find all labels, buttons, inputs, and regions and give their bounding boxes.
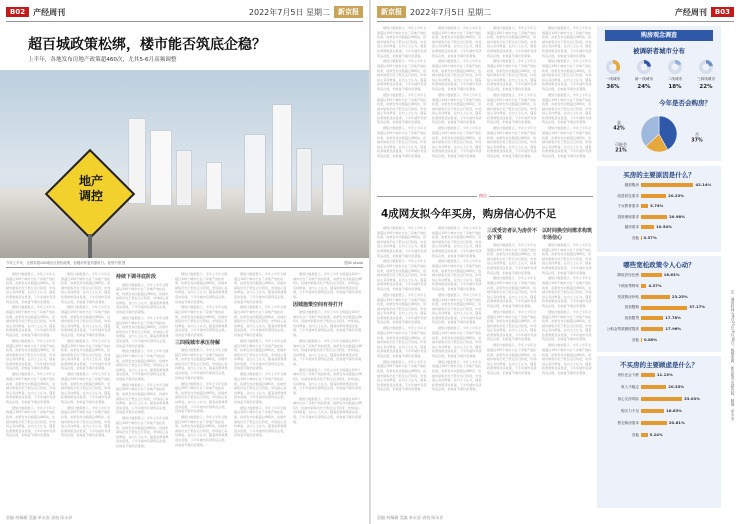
article-column: [116, 272, 170, 512]
bar-label: 下调房贷利率: [617, 283, 639, 288]
worry-bar-chart: [597, 372, 721, 452]
bar-label: 投资理财需求: [617, 214, 639, 219]
body-text: 据统计数据显示，今年上半年全国超过100个城市出台了房地产放松政策，政策发布次数超过460次，但楼市销售仍处于低位运行阶段，市场信心有待修复。业内人士认为，随着政策效果逐步显现，下半年楼市有望筑底企稳，但恢复节奏仍需观察。: [61, 372, 111, 404]
body-text: 据统计数据显示，今年上半年全国超过100个城市出台了房地产放松政策，政策发布次数超过460次，但楼市销售仍处于低位运行阶段，市场信心有待修复。业内人士认为，随着政策效果逐步显现，下半年楼市有望筑底企稳，但恢复节奏仍需观察。: [542, 243, 592, 275]
page-date-right: [377, 4, 491, 20]
body-text: 据统计数据显示，今年上半年全国超过100个城市出台了房地产放松政策，政策发布次数超过460次，但楼市销售仍处于低位运行阶段，市场信心有待修复。业内人士认为，随着政策效果逐步显现，下半年楼市有望筑底企稳，但恢复节奏仍需观察。: [61, 272, 111, 304]
bar-value: 33.03%: [684, 396, 700, 401]
body-text: 据统计数据显示，今年上半年全国超过100个城市出台了房地产放松政策，政策发布次数超过460次，但楼市销售仍处于低位运行阶段，市场信心有待修复。业内人士认为，随着政策效果逐步显现，下半年楼市有望筑底企稳，但恢复节奏仍需观察。: [116, 416, 169, 448]
donut-value: 18%: [668, 84, 682, 90]
bar: [641, 409, 664, 413]
page-number: B03: [711, 7, 734, 17]
body-text: 据统计数据显示，今年上半年全国超过100个城市出台了房地产放松政策，政策发布次数超过460次，但楼市销售仍处于低位运行阶段，市场信心有待修复。业内人士认为，随着政策效果逐步显现，下半年楼市有望筑底企稳，但恢复节奏仍需观察。: [432, 359, 482, 392]
donut-value: 24%: [637, 84, 651, 90]
bar-label: 其他: [631, 235, 639, 240]
donut-value: 36%: [606, 84, 620, 90]
donut-label: 二线城市: [667, 77, 683, 81]
body-text: 据统计数据显示，今年上半年全国超过100个城市出台了房地产放松政策，政策发布次数超过460次，但楼市销售仍处于低位运行阶段，市场信心有待修复。业内人士认为，随着政策效果逐步显现，下半年楼市有望筑底企稳，但恢复节奏仍需观察。: [175, 415, 228, 447]
article-column: [293, 272, 363, 512]
donut-label: 三四线城市: [697, 77, 715, 81]
section-subhead: 以时间换空间需求构筑市场信心: [542, 228, 593, 241]
bar-row: [597, 432, 721, 439]
section-subhead: 三四线城市承压待解: [175, 339, 221, 346]
pie-label: 可能会: [615, 142, 627, 147]
date: 2022年7月5日 星期二: [248, 7, 330, 17]
bar-value: 20.98%: [669, 213, 685, 219]
reason-bar-chart: [597, 182, 721, 250]
photo-caption: 今年上半年，全国有超100城出台放松政策，但楼市恢复仍需时日。视觉中国 图: [6, 261, 126, 265]
bar: [641, 316, 663, 320]
bar-label: 刚需购房: [624, 183, 639, 187]
bar-value: 20.81%: [668, 420, 685, 425]
bar: [641, 385, 666, 389]
bar-row: [597, 304, 721, 311]
body-text: 据统计数据显示，今年上半年全国超过100个城市出台了房地产放松政策，政策发布次数超过460次，但楼市销售仍处于低位运行阶段，市场信心有待修复。业内人士认为，随着政策效果逐步显现，下半年楼市有望筑底企稳，但恢复节奏仍需观察。: [542, 309, 592, 342]
article-column: [432, 226, 482, 512]
bar-label: 改善居住需求: [617, 193, 639, 198]
building-model: [244, 134, 266, 214]
body-text: 据统计数据显示，今年上半年全国超过100个城市出台了房地产放松政策，政策发布次数超过460次，但楼市销售仍处于低位运行阶段，市场信心有待修复。业内人士认为，随着政策效果逐步显现，下半年楼市有望筑底企稳，但恢复节奏仍需观察。: [234, 338, 287, 371]
body-text: 据统计数据显示，今年上半年全国超过100个城市出台了房地产放松政策，政策发布次数超过460次，但楼市销售仍处于低位运行阶段，市场信心有待修复。业内人士认为，随着政策效果逐步显现，下半年楼市有望筑底企稳，但恢复节奏仍需观察。: [6, 372, 56, 404]
body-text: 据统计数据显示，今年上半年全国超过100个城市出台了房地产放松政策，政策发布次数超过460次，但楼市销售仍处于低位运行阶段，市场信心有待修复。业内人士认为，随着政策效果逐步显现，下半年楼市有望筑底企稳，但恢复节奏仍需观察。: [432, 292, 482, 325]
article-column: [487, 26, 537, 194]
bar-row: [597, 396, 721, 403]
body-text: 据统计数据显示，今年上半年全国超过100个城市出台了房地产放松政策，政策发布次数超过460次，但楼市销售仍处于低位运行阶段，市场信心有待修复。业内人士认为，随着政策效果逐步显现，下半年楼市有望筑底企稳，但恢复节奏仍需观察。: [487, 309, 537, 342]
policy-question: 哪些宽松政策令人心动？: [623, 261, 695, 269]
donut-label: 新一线城市: [635, 77, 653, 81]
survey-panel-top: [597, 26, 721, 161]
body-text: 据统计数据显示，今年上半年全国超过100个城市出台了房地产放松政策，政策发布次数超过460次，但楼市销售仍处于低位运行阶段，市场信心有待修复。业内人士认为，随着政策效果逐步显现，下半年楼市有望筑底企稳，但恢复节奏仍需观察。: [487, 59, 537, 92]
bar: [641, 225, 654, 229]
bar-row: [597, 272, 721, 279]
bar-value: 5.74%: [650, 203, 664, 208]
bar-label: 放松限贷: [624, 316, 639, 321]
chart-note: 注：调查时间为6月23日-6月30日，数据来源：新京报贝壳研究院，制图：单永安: [731, 290, 735, 421]
body-text: 据统计数据显示，今年上半年全国超过100个城市出台了房地产放松政策，政策发布次数超过460次，但楼市销售仍处于低位运行阶段，市场信心有待修复。业内人士认为，随着政策效果逐步显现，下半年楼市有望筑底企稳，但恢复节奏仍需观察。: [6, 305, 56, 338]
buy-question: 今年是否会购房？: [659, 99, 711, 107]
bar-value: 17.96%: [665, 326, 682, 331]
body-text: 据统计数据显示，今年上半年全国超过100个城市出台了房地产放松政策，政策发布次数超过460次，但楼市销售仍处于低位运行阶段，市场信心有待修复。业内人士认为，随着政策效果逐步显现，下半年楼市有望筑底企稳，但恢复节奏仍需观察。: [6, 405, 56, 438]
photo: [0, 70, 369, 258]
bar: [641, 183, 693, 187]
caption-rule: [6, 267, 363, 268]
bar: [641, 295, 670, 299]
hot-label: 热点: [479, 193, 487, 198]
headline: 4成网友拟今年买房，购房信心仍不足: [381, 208, 557, 220]
bar-label: 放松限购: [624, 305, 639, 310]
body-text: 据统计数据显示，今年上半年全国超过100个城市出台了房地产放松政策，政策发布次数超过460次，但楼市销售仍处于低位运行阶段，市场信心有待修复。业内人士认为，随着政策效果逐步显现，下半年楼市有望筑底企稳，但恢复节奏仍需观察。: [116, 315, 169, 348]
left-page: [0, 0, 369, 524]
body-text: 据统计数据显示，今年上半年全国超过100个城市出台了房地产放松政策，政策发布次数超过460次，但楼市销售仍处于低位运行阶段，市场信心有待修复。业内人士认为，随着政策效果逐步显现，下半年楼市有望筑底企稳，但恢复节奏仍需观察。: [61, 338, 111, 371]
donut-hole: [610, 64, 617, 71]
pie-value: 42%: [613, 126, 625, 132]
bar-value: 0.37%: [643, 234, 657, 240]
article-column: [6, 272, 56, 512]
road-sign-text: 地产 调控: [78, 174, 103, 203]
body-text: 据统计数据显示，今年上半年全国超过100个城市出台了房地产放松政策，政策发布次数超过460次，但楼市销售仍处于低位运行阶段，市场信心有待修复。业内人士认为，随着政策效果逐步显现，下半年楼市有望筑底企稳，但恢复节奏仍需观察。: [234, 305, 287, 338]
body-text: 据统计数据显示，今年上半年全国超过100个城市出台了房地产放松政策，政策发布次数超过460次，但楼市销售仍处于低位运行阶段，市场信心有待修复。业内人士认为，随着政策效果逐步显现，下半年楼市有望筑底企稳，但恢复节奏仍需观察。: [432, 259, 482, 292]
body-text: 据统计数据显示，今年上半年全国超过100个城市出台了房地产放松政策，政策发布次数超过460次，但楼市销售仍处于低位运行阶段，市场信心有待修复。业内人士认为，随着政策效果逐步显现，下半年楼市有望筑底企稳，但恢复节奏仍需观察。: [432, 326, 482, 358]
policy-bar-chart: [597, 272, 721, 350]
bar-label: 担心交房风险: [617, 397, 639, 401]
body-text: 据统计数据显示，今年上半年全国超过100个城市出台了房地产放松政策，政策发布次数超过460次，但楼市销售仍处于低位运行阶段，市场信心有待修复。业内人士认为，随着政策效果逐步显现，下半年楼市有望筑底企稳，但恢复节奏仍需观察。: [377, 259, 427, 292]
bar-value: 16.63%: [663, 272, 680, 277]
bar-value: 17.78%: [665, 315, 681, 321]
worry-question: 不买房的主要顾虑是什么？: [620, 361, 698, 369]
body-text: 据统计数据显示，今年上半年全国超过100个城市出台了房地产放松政策，政策发布次数超过460次，但楼市销售仍处于低位运行阶段，市场信心有待修复。业内人士认为，随着政策效果逐步显现，下半年楼市有望筑底企稳，但恢复节奏仍需观察。: [377, 92, 427, 125]
donut-hole: [672, 64, 679, 71]
bar-label: 暂无购房需求: [617, 421, 639, 425]
bar: [641, 284, 646, 288]
building-model: [206, 162, 222, 210]
building-model: [272, 104, 292, 212]
body-text: 据统计数据显示，今年上半年全国超过100个城市出台了房地产放松政策，政策发布次数超过460次，但楼市销售仍处于低位运行阶段，市场信心有待修复。业内人士认为，随着政策效果逐步显现，下半年楼市有望筑底企稳，但恢复节奏仍需观察。: [432, 226, 482, 258]
body-text: 据统计数据显示，今年上半年全国超过100个城市出台了房地产放松政策，政策发布次数超过460次，但楼市销售仍处于低位运行阶段，市场信心有待修复。业内人士认为，随着政策效果逐步显现，下半年楼市有望筑底企稳，但恢复节奏仍需观察。: [116, 282, 169, 315]
header-rule: [6, 21, 363, 22]
sign-pole: [88, 234, 92, 258]
bar-row: [597, 193, 721, 200]
body-text: 据统计数据显示，今年上半年全国超过100个城市出台了房地产放松政策，政策发布次数超过460次，但楼市销售仍处于低位运行阶段，市场信心有待修复。业内人士认为，随着政策效果逐步显现，下半年楼市有望筑底企稳，但恢复节奏仍需观察。: [61, 405, 111, 438]
body-text: 据统计数据显示，今年上半年全国超过100个城市出台了房地产放松政策，政策发布次数超过460次，但楼市销售仍处于低位运行阶段，市场信心有待修复。业内人士认为，随着政策效果逐步显现，下半年楼市有望筑底企稳，但恢复节奏仍需观察。: [377, 292, 427, 325]
pie-value: 21%: [615, 148, 627, 154]
bar-value: 20.33%: [668, 384, 685, 389]
bar-value: 23.25%: [671, 293, 688, 299]
building-model: [322, 164, 344, 216]
policy-panel: [597, 256, 721, 352]
body-text: 据统计数据显示，今年上半年全国超过100个城市出台了房地产放松政策，政策发布次数超过460次，但楼市销售仍处于低位运行阶段，市场信心有待修复。业内人士认为，随着政策效果逐步显现，下半年楼市有望筑底企稳，但恢复节奏仍需观察。: [175, 305, 228, 338]
donut-label: 一线城市: [605, 77, 621, 81]
bar-value: 18.63%: [666, 408, 682, 413]
article-column: [61, 272, 111, 512]
bar-value: 4.37%: [648, 282, 662, 288]
bar: [641, 433, 648, 437]
article-column: [377, 226, 427, 512]
body-text: 据统计数据显示，今年上半年全国超过100个城市出台了房地产放松政策，政策发布次数超过460次，但楼市销售仍处于低位运行阶段，市场信心有待修复。业内人士认为，随着政策效果逐步显现，下半年楼市有望筑底企稳，但恢复节奏仍需观察。: [234, 372, 287, 404]
bar: [641, 338, 642, 342]
body-text: 据统计数据显示，今年上半年全国超过100个城市出台了房地产放松政策，政策发布次数超过460次，但楼市销售仍处于低位运行阶段，市场信心有待修复。业内人士认为，随着政策效果逐步显现，下半年楼市有望筑底企稳，但恢复节奏仍需观察。: [6, 338, 56, 371]
bar-row: [597, 408, 721, 415]
section-subhead: 三成受访者认为房价不会下跌: [487, 228, 537, 241]
body-text: 据统计数据显示，今年上半年全国超过100个城市出台了房地产放松政策，政策发布次数超过460次，但楼市销售仍处于低位运行阶段，市场信心有待修复。业内人士认为，随着政策效果逐步显现，下半年楼市有望筑底企稳，但恢复节奏仍需观察。: [432, 59, 482, 92]
body-text: 据统计数据显示，今年上半年全国超过100个城市出台了房地产放松政策，政策发布次数超过460次，但楼市销售仍处于低位运行阶段，市场信心有待修复。业内人士认为，随着政策效果逐步显现，下半年楼市有望筑底企稳，但恢复节奏仍需观察。: [377, 326, 427, 358]
bar: [641, 204, 648, 208]
bar-value: 20.23%: [668, 192, 684, 198]
reason-question: 买房的主要原因是什么？: [623, 171, 695, 179]
body-text: 据统计数据显示，今年上半年全国超过100个城市出台了房地产放松政策，政策发布次数超过460次，但楼市销售仍处于低位运行阶段，市场信心有待修复。业内人士认为，随着政策效果逐步显现，下半年楼市有望筑底企稳，但恢复节奏仍需观察。: [61, 305, 111, 338]
body-text: 据统计数据显示，今年上半年全国超过100个城市出台了房地产放松政策，政策发布次数超过460次，但楼市销售仍处于低位运行阶段，市场信心有待修复。业内人士认为，随着政策效果逐步显现，下半年楼市有望筑底企稳，但恢复节奏仍需观察。: [175, 272, 228, 304]
article-column: [487, 226, 537, 512]
pie-label: 是: [617, 120, 621, 125]
body-text: 据统计数据显示，今年上半年全国超过100个城市出台了房地产放松政策，政策发布次数超过460次，但楼市销售仍处于低位运行阶段，市场信心有待修复。业内人士认为，随着政策效果逐步显现，下半年楼市有望筑底企稳，但恢复节奏仍需观察。: [542, 343, 592, 375]
bar-row: [597, 384, 721, 391]
body-text: 据统计数据显示，今年上半年全国超过100个城市出台了房地产放松政策，政策发布次数超过460次，但楼市销售仍处于低位运行阶段，市场信心有待修复。业内人士认为，随着政策效果逐步显现，下半年楼市有望筑底企稳，但恢复节奏仍需观察。: [293, 396, 362, 424]
bar-row: [597, 337, 721, 344]
body-text: 据统计数据显示，今年上半年全国超过100个城市出台了房地产放松政策，政策发布次数超过460次，但楼市销售仍处于低位运行阶段，市场信心有待修复。业内人士认为，随着政策效果逐步显现，下半年楼市有望筑底企稳，但恢复节奏仍需观察。: [542, 126, 592, 158]
reason-panel: [597, 166, 721, 252]
article-column: [175, 272, 229, 512]
body-text: 据统计数据显示，今年上半年全国超过100个城市出台了房地产放松政策，政策发布次数超过460次，但楼市销售仍处于低位运行阶段，市场信心有待修复。业内人士认为，随着政策效果逐步显现，下半年楼市有望筑底企稳，但恢复节奏仍需观察。: [175, 348, 228, 380]
bar-label: 发放购房补贴: [617, 294, 639, 299]
page-header-right: [675, 4, 734, 20]
bar: [641, 273, 662, 277]
worry-panel: [597, 356, 721, 508]
bar-value: 37.17%: [689, 304, 706, 310]
bar-row: [597, 235, 721, 242]
bar: [641, 215, 667, 219]
newspaper-logo: 新京报: [334, 6, 363, 18]
bar-row: [597, 294, 721, 301]
section-name: 产经周刊: [33, 7, 66, 17]
body-text: 据统计数据显示，今年上半年全国超过100个城市出台了房地产放松政策，政策发布次数超过460次，但楼市销售仍处于低位运行阶段，市场信心有待修复。业内人士认为，随着政策效果逐步显现，下半年楼市有望筑底企稳，但恢复节奏仍需观察。: [487, 26, 537, 58]
body-text: 据统计数据显示，今年上半年全国超过100个城市出台了房地产放松政策，政策发布次数超过460次，但楼市销售仍处于低位运行阶段，市场信心有待修复。业内人士认为，随着政策效果逐步显现，下半年楼市有望筑底企稳，但恢复节奏仍需观察。: [432, 26, 482, 58]
survey-title: 购房观念调查: [605, 30, 713, 41]
bar-row: [597, 214, 721, 221]
donut-hole: [641, 64, 648, 71]
body-text: 据统计数据显示，今年上半年全国超过100个城市出台了房地产放松政策，政策发布次数超过460次，但楼市销售仍处于低位运行阶段，市场信心有待修复。业内人士认为，随着政策效果逐步显现，下半年楼市有望筑底企稳，但恢复节奏仍需观察。: [542, 92, 592, 125]
newspaper-logo: 新京报: [377, 6, 406, 18]
bar: [641, 421, 667, 425]
bar-row: [597, 224, 721, 231]
page-footer: 责编 何佩珊 美编 单永安 责校 陈永祥: [377, 515, 444, 520]
bar-row: [597, 203, 721, 210]
body-text: 据统计数据显示，今年上半年全国超过100个城市出台了房地产放松政策，政策发布次数超过460次，但楼市销售仍处于低位运行阶段，市场信心有待修复。业内人士认为，随着政策效果逐步显现，下半年楼市有望筑底企稳，但恢复节奏仍需观察。: [487, 126, 537, 158]
donut-hole: [703, 64, 710, 71]
headline: 超百城政策松绑，楼市能否筑底企稳？: [28, 37, 266, 53]
body-text: 据统计数据显示，今年上半年全国超过100个城市出台了房地产放松政策，政策发布次数超过460次，但楼市销售仍处于低位运行阶段，市场信心有待修复。业内人士认为，随着政策效果逐步显现，下半年楼市有望筑底企稳，但恢复节奏仍需观察。: [116, 349, 169, 381]
article-column: [377, 26, 427, 194]
body-text: 据统计数据显示，今年上半年全国超过100个城市出台了房地产放松政策，政策发布次数超过460次，但楼市销售仍处于低位运行阶段，市场信心有待修复。业内人士认为，随着政策效果逐步显现，下半年楼市有望筑底企稳，但恢复节奏仍需观察。: [487, 92, 537, 125]
page-date-left: [249, 4, 363, 20]
article-column: [542, 26, 592, 194]
body-text: 据统计数据显示，今年上半年全国超过100个城市出台了房地产放松政策，政策发布次数超过460次，但楼市销售仍处于低位运行阶段，市场信心有待修复。业内人士认为，随着政策效果逐步显现，下半年楼市有望筑底企稳，但恢复节奏仍需观察。: [542, 276, 592, 309]
bar-value: 5.24%: [649, 432, 663, 437]
body-text: 据统计数据显示，今年上半年全国超过100个城市出台了房地产放松政策，政策发布次数超过460次，但楼市销售仍处于低位运行阶段，市场信心有待修复。业内人士认为，随着政策效果逐步显现，下半年楼市有望筑底企稳，但恢复节奏仍需观察。: [6, 272, 56, 304]
body-text: 据统计数据显示，今年上半年全国超过100个城市出台了房地产放松政策，政策发布次数超过460次，但楼市销售仍处于低位运行阶段，市场信心有待修复。业内人士认为，随着政策效果逐步显现，下半年楼市有望筑底企稳，但恢复节奏仍需观察。: [487, 276, 537, 309]
bar-label: 其他: [631, 337, 639, 342]
bar-label: 其他: [631, 433, 639, 437]
body-text: 据统计数据显示，今年上半年全国超过100个城市出台了房地产放松政策，政策发布次数超过460次，但楼市销售仍处于低位运行阶段，市场信心有待修复。业内人士认为，随着政策效果逐步显现，下半年楼市有望筑底企稳，但恢复节奏仍需观察。: [116, 382, 169, 415]
body-text: 据统计数据显示，今年上半年全国超过100个城市出台了房地产放松政策，政策发布次数超过460次，但楼市销售仍处于低位运行阶段，市场信心有待修复。业内人士认为，随着政策效果逐步显现，下半年楼市有望筑底企稳，但恢复节奏仍需观察。: [234, 272, 287, 304]
section-name: 产经周刊: [674, 7, 707, 17]
city-question: 被调研者城市分布: [633, 47, 685, 55]
page-number: B02: [6, 7, 29, 17]
body-text: 据统计数据显示，今年上半年全国超过100个城市出台了房地产放松政策，政策发布次数超过460次，但楼市销售仍处于低位运行阶段，市场信心有待修复。业内人士认为，随着政策效果逐步显现，下半年楼市有望筑底企稳，但恢复节奏仍需观察。: [293, 367, 362, 395]
body-text: 据统计数据显示，今年上半年全国超过100个城市出台了房地产放松政策，政策发布次数超过460次，但楼市销售仍处于低位运行阶段，市场信心有待修复。业内人士认为，随着政策效果逐步显现，下半年楼市有望筑底企稳，但恢复节奏仍需观察。: [377, 126, 427, 158]
building-model: [150, 130, 172, 206]
building-model: [296, 148, 312, 212]
page-footer: 责编 何佩珊 美编 单永安 责校 陈永祥: [6, 515, 73, 520]
bar-label: 购买力不足: [621, 409, 639, 413]
article-column: [234, 272, 288, 512]
body-text: 据统计数据显示，今年上半年全国超过100个城市出台了房地产放松政策，政策发布次数超过460次，但楼市销售仍处于低位运行阶段，市场信心有待修复。业内人士认为，随着政策效果逐步显现，下半年楼市有望筑底企稳，但恢复节奏仍需观察。: [293, 338, 362, 366]
bar: [641, 306, 687, 310]
header-rule: [377, 21, 734, 22]
bar-value: 0.80%: [643, 336, 658, 342]
bar-label: 降低首付比例: [617, 273, 639, 277]
body-text: 据统计数据显示，今年上半年全国超过100个城市出台了房地产放松政策，政策发布次数超过460次，但楼市销售仍处于低位运行阶段，市场信心有待修复。业内人士认为，随着政策效果逐步显现，下半年楼市有望筑底企稳，但恢复节奏仍需观察。: [377, 226, 427, 258]
bar-label: 公积金贷款额度提高: [606, 327, 639, 331]
bar-row: [597, 182, 721, 189]
photo-credit: 图/IC photo: [344, 261, 363, 265]
bar-label: 房价还会下跌: [617, 373, 639, 377]
bar-value: 11.13%: [656, 372, 673, 377]
city-donut-chart: [597, 58, 721, 92]
bar-row: [597, 420, 721, 427]
body-text: 据统计数据显示，今年上半年全国超过100个城市出台了房地产放松政策，政策发布次数超过460次，但楼市销售仍处于低位运行阶段，市场信心有待修复。业内人士认为，随着政策效果逐步显现，下半年楼市有望筑底企稳，但恢复节奏仍需观察。: [377, 26, 427, 58]
body-text: 据统计数据显示，今年上半年全国超过100个城市出台了房地产放松政策，政策发布次数超过460次，但楼市销售仍处于低位运行阶段，市场信心有待修复。业内人士认为，随着政策效果逐步显现，下半年楼市有望筑底企稳，但恢复节奏仍需观察。: [432, 126, 482, 158]
body-text: 据统计数据显示，今年上半年全国超过100个城市出台了房地产放松政策，政策发布次数超过460次，但楼市销售仍处于低位运行阶段，市场信心有待修复。业内人士认为，随着政策效果逐步显现，下半年楼市有望筑底企稳，但恢复节奏仍需观察。: [432, 92, 482, 125]
body-text: 据统计数据显示，今年上半年全国超过100个城市出台了房地产放松政策，政策发布次数超过460次，但楼市销售仍处于低位运行阶段，市场信心有待修复。业内人士认为，随着政策效果逐步显现，下半年楼市有望筑底企稳，但恢复节奏仍需观察。: [377, 59, 427, 92]
bar: [641, 194, 666, 198]
body-text: 据统计数据显示，今年上半年全国超过100个城市出台了房地产放松政策，政策发布次数超过460次，但楼市销售仍处于低位运行阶段，市场信心有待修复。业内人士认为，随着政策效果逐步显现，下半年楼市有望筑底企稳，但恢复节奏仍需观察。: [175, 381, 228, 414]
article-column: [432, 26, 482, 194]
bar-label: 子女教育需求: [617, 204, 639, 208]
bar-value: 42.14%: [695, 182, 712, 187]
bar-row: [597, 283, 721, 290]
building-model: [176, 150, 192, 206]
body-text: 据统计数据显示，今年上半年全国超过100个城市出台了房地产放松政策，政策发布次数超过460次，但楼市销售仍处于低位运行阶段，市场信心有待修复。业内人士认为，随着政策效果逐步显现，下半年楼市有望筑底企稳，但恢复节奏仍需观察。: [293, 272, 362, 299]
bar: [641, 327, 663, 331]
page-header-left: [6, 4, 65, 20]
bar-row: [597, 315, 721, 322]
date: 2022年7月5日 星期二: [410, 7, 492, 17]
section-subhead: 持续下调寻底阶段: [116, 274, 157, 280]
body-text: 据统计数据显示，今年上半年全国超过100个城市出台了房地产放松政策，政策发布次数超过460次，但楼市销售仍处于低位运行阶段，市场信心有待修复。业内人士认为，随着政策效果逐步显现，下半年楼市有望筑底企稳，但恢复节奏仍需观察。: [377, 359, 427, 392]
section-subhead: 因城施策空间有待打开: [293, 301, 344, 308]
body-text: 据统计数据显示，今年上半年全国超过100个城市出台了房地产放松政策，政策发布次数超过460次，但楼市销售仍处于低位运行阶段，市场信心有待修复。业内人士认为，随着政策效果逐步显现，下半年楼市有望筑底企稳，但恢复节奏仍需观察。: [487, 343, 537, 375]
buy-pie-chart: [597, 110, 721, 160]
body-text: 据统计数据显示，今年上半年全国超过100个城市出台了房地产放松政策，政策发布次数超过460次，但楼市销售仍处于低位运行阶段，市场信心有待修复。业内人士认为，随着政策效果逐步显现，下半年楼市有望筑底企稳，但恢复节奏仍需观察。: [542, 59, 592, 92]
bar: [641, 397, 682, 401]
donut-value: 22%: [699, 84, 713, 90]
bar-label: 收入不稳定: [621, 385, 639, 389]
body-text: 据统计数据显示，今年上半年全国超过100个城市出台了房地产放松政策，政策发布次数超过460次，但楼市销售仍处于低位运行阶段，市场信心有待修复。业内人士认为，随着政策效果逐步显现，下半年楼市有望筑底企稳，但恢复节奏仍需观察。: [293, 310, 362, 338]
bar-row: [597, 326, 721, 333]
article-column: [542, 226, 594, 512]
right-page: [371, 0, 740, 524]
body-text: 据统计数据显示，今年上半年全国超过100个城市出台了房地产放松政策，政策发布次数超过460次，但楼市销售仍处于低位运行阶段，市场信心有待修复。业内人士认为，随着政策效果逐步显现，下半年楼市有望筑底企稳，但恢复节奏仍需观察。: [234, 405, 287, 438]
body-text: 据统计数据显示，今年上半年全国超过100个城市出台了房地产放松政策，政策发布次数超过460次，但楼市销售仍处于低位运行阶段，市场信心有待修复。业内人士认为，随着政策效果逐步显现，下半年楼市有望筑底企稳，但恢复节奏仍需观察。: [487, 243, 537, 275]
bar-row: [597, 372, 721, 379]
subheadline: 上半年，各地发布房地产政策超460次，尤其5-6月高频调整: [28, 57, 177, 63]
pie-value: 37%: [691, 138, 703, 144]
pie-label: 否: [695, 132, 699, 137]
bar-label: 婚房需求: [624, 225, 639, 229]
bar-value: 10.54%: [656, 224, 672, 229]
body-text: 据统计数据显示，今年上半年全国超过100个城市出台了房地产放松政策，政策发布次数超过460次，但楼市销售仍处于低位运行阶段，市场信心有待修复。业内人士认为，随着政策效果逐步显现，下半年楼市有望筑底企稳，但恢复节奏仍需观察。: [542, 26, 592, 58]
bar: [641, 373, 655, 377]
